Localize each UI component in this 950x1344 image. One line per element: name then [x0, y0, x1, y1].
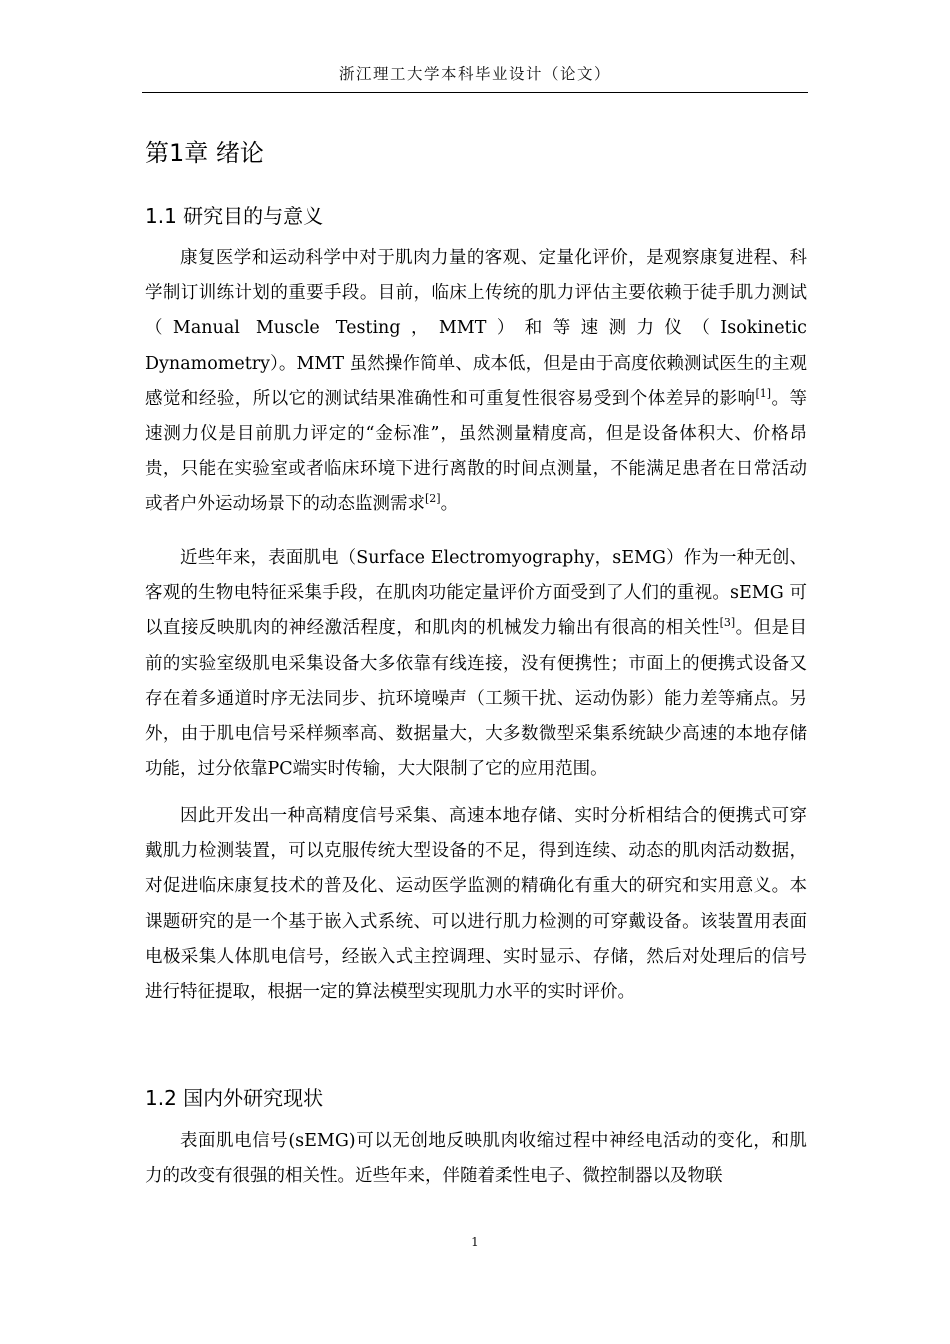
- page-number: 1: [471, 1235, 479, 1249]
- paragraph-status-1: 表面肌电信号(sEMG)可以无创地反映肌肉收缩过程中神经电活动的变化，和肌力的改变有很强的相关性。近些年来，伴随着柔性电子、微控制器以及物联: [145, 1131, 807, 1187]
- running-header: 浙江理工大学本科毕业设计（论文）: [338, 65, 611, 83]
- header-rule: [142, 92, 808, 93]
- citation-1: [1]: [755, 386, 772, 400]
- paragraph-purpose-3: 因此开发出一种高精度信号采集、高速本地存储、实时分析相结合的便携式可穿戴肌力检测装置，可以克服传统大型设备的不足，得到连续、动态的肌肉活动数据，对促进临床康复技术的普及化、运动医学监测的精确化有重大的研究和实用意义。本课题研究的是一个基于嵌入式系统、可以进行肌力检测的可穿戴设备。该装置用表面电极采集人体肌电信号，经嵌入式主控调理、实时显示、存储，然后对处理后的信号进行特征提取，根据一定的算法模型实现肌力水平的实时评价。: [145, 806, 807, 1003]
- section-title-1-2: 1.2 国内外研究现状: [145, 1086, 324, 1110]
- paragraph-purpose-1: 康复医学和运动科学中对于肌肉力量的客观、定量化评价，是观察康复进程、科学制订训练计划的重要手段。目前，临床上传统的肌力评估主要依赖于徒手肌力测试（Manual Muscle Testing，MMT）和等速测力仪（Isokinetic Dynamometry）。MMT 虽然操作简单、成本低，但是由于高度依赖测试医生的主观感觉和经验，所以它的测试结果准确性和可重复性很容易受到个体差异的影响[1]。等速测力仪是目前肌力评定的“金标准”，虽然测量精度高，但是设备体积大、价格昂贵，只能在实验室或者临床环境下进行离散的时间点测量，不能满足患者在日常活动或者户外运动场景下的动态监测需求[2]。: [145, 248, 808, 515]
- section-title-1-1: 1.1 研究目的与意义: [145, 204, 324, 228]
- citation-2: [2]: [425, 492, 441, 506]
- chapter-title: 第1章 绪论: [145, 139, 264, 167]
- paragraph-purpose-2: 近些年来，表面肌电（Surface Electromyography，sEMG）作为一种无创、客观的生物电特征采集手段，在肌肉功能定量评价方面受到了人们的重视。sEMG 可以直接反映肌肉的神经激活程度，和肌肉的机械发力输出有很高的相关性[3]。但是目前的实验室级肌电采集设备大多依靠有线连接，没有便携性；市面上的便携式设备又存在着多通道时序无法同步、抗环境噪声（工频干扰、运动伪影）能力差等痛点。另外，由于肌电信号采样频率高、数据量大，大多数微型采集系统缺少高速的本地存储功能，过分依靠PC端实时传输，大大限制了它的应用范围。: [145, 548, 808, 780]
- citation-3: [3]: [719, 616, 736, 630]
